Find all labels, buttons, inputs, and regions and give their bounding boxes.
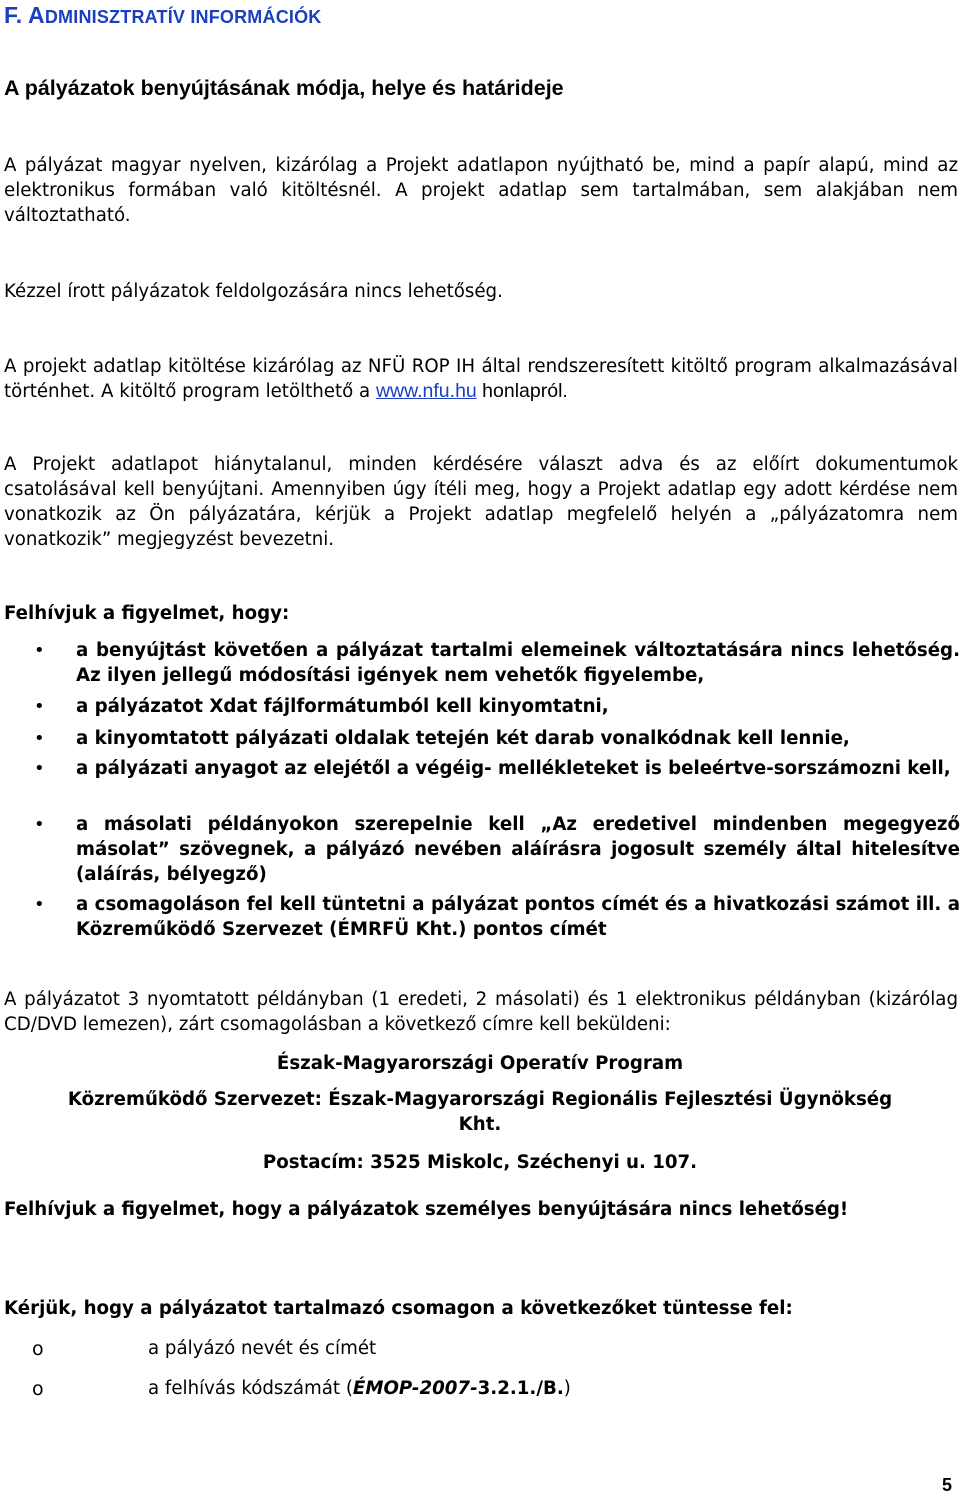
list-item: a pályázatot Xdat fájlformátumból kell kinyomtatni, (76, 696, 609, 717)
package-heading: Kérjük, hogy a pályázatot tartalmazó csomagon a következőket tüntesse fel: (4, 1298, 793, 1319)
bullet-marker: • (34, 758, 45, 779)
package-item-code-prefix: a felhívás kódszámát ( (148, 1378, 353, 1399)
list-item: a benyújtást követően a pályázat tartalmi elemeinek változtatására nincs lehetőség. Az ilyen jellegű módosítási igények nem vehetők figyelembe, (76, 640, 960, 686)
bullet-marker: • (34, 696, 45, 717)
address-intermediary (0, 1087, 960, 1137)
paragraph-handwritten: Kézzel írott pályázatok feldolgozására nincs lehetőség. (4, 281, 503, 302)
list-item: a pályázati anyagot az elejétől a végéig- mellékleteket is beleértve-sorszámozni kell, (76, 758, 951, 779)
bullet-marker: • (34, 728, 45, 749)
list-item: a csomagoláson fel kell tüntetni a pályázat pontos címét és a hivatkozási számot ill. a Közreműködő Szervezet (ÉMRFÜ Kht.) pontos címét (76, 894, 960, 940)
call-code-number: 3.2.1./B. (477, 1378, 564, 1399)
nfu-link[interactable]: www.nfu.hu (375, 380, 477, 402)
address-intermediary-line2: Kht. (458, 1114, 502, 1135)
list-item: a másolati példányokon szerepelnie kell „Az eredetivel mindenben megegyező másolat” szövegnek, a pályázó nevében aláírásra jogosult személy által hitelesítve (aláírás, bélyegző) (76, 814, 960, 885)
subheading: A pályázatok benyújtásának módja, helye és határideje (4, 76, 564, 100)
circle-bullet: o (32, 1338, 44, 1360)
bullet-marker: • (34, 814, 45, 835)
call-code-italic: ÉMOP-2007- (352, 1378, 478, 1399)
paragraph-complete-form: A Projekt adatlapot hiánytalanul, minden kérdésére választ adva és az előírt dokumentumok csatolásával kell benyújtani. Amennyiben úgy ítéli meg, hogy a Projekt adatlap egy adott kérdése nem vonatkozik az Ön pályázatára, kérjük a Projekt adatlap megfelelő helyén a „pályázatomra nem vonatkozik” megjegyzést bevezetni. (4, 454, 958, 550)
address-intermediary-line1: Közreműködő Szervezet: Észak-Magyarországi Regionális Fejlesztési Ügynökség (67, 1089, 893, 1110)
paragraph-submission-language: A pályázat magyar nyelven, kizárólag a Projekt adatlapon nyújtható be, mind a papír alapú, mind az elektronikus formában való kitöltésnél. A projekt adatlap sem tartalmában, sem alakjában nem változtatható. (4, 155, 958, 226)
address-program: Észak-Magyarországi Operatív Program (276, 1053, 684, 1074)
paragraph-form-filler (4, 354, 958, 404)
paragraph-form-filler-text: A projekt adatlap kitöltése kizárólag az NFÜ ROP IH által rendszeresített kitöltő program alkalmazásával történhet. A kitöltő program letölthető a (4, 356, 958, 402)
bullet-marker: • (34, 640, 45, 661)
package-item-code-suffix: ) (563, 1378, 571, 1399)
paragraph-form-filler-suffix: honlapról. (476, 380, 568, 402)
bullet-marker: • (34, 894, 45, 915)
attention-heading: Felhívjuk a figyelmet, hogy: (4, 603, 290, 624)
section-first-letter: A (28, 2, 45, 28)
section-heading (4, 2, 322, 29)
page-number: 5 (941, 1475, 952, 1495)
circle-bullet: o (32, 1378, 44, 1400)
section-title-rest: DMINISZTRATÍV INFORMÁCIÓK (44, 7, 322, 27)
address-postal: Postacím: 3525 Miskolc, Széchenyi u. 107. (262, 1152, 698, 1173)
paragraph-submission-copies: A pályázatot 3 nyomtatott példányban (1 eredeti, 2 másolati) és 1 elektronikus példányban (kizárólag CD/DVD lemezen), zárt csomagolásban a következő címre kell beküldeni: (4, 989, 958, 1035)
package-item-code (148, 1378, 571, 1399)
list-item: a kinyomtatott pályázati oldalak tetején két darab vonalkódnak kell lennie, (76, 728, 850, 749)
personal-submission-warning: Felhívjuk a figyelmet, hogy a pályázatok személyes benyújtására nincs lehetőség! (4, 1199, 849, 1220)
section-letter: F. (4, 2, 23, 28)
package-item-name: a pályázó nevét és címét (148, 1338, 377, 1359)
